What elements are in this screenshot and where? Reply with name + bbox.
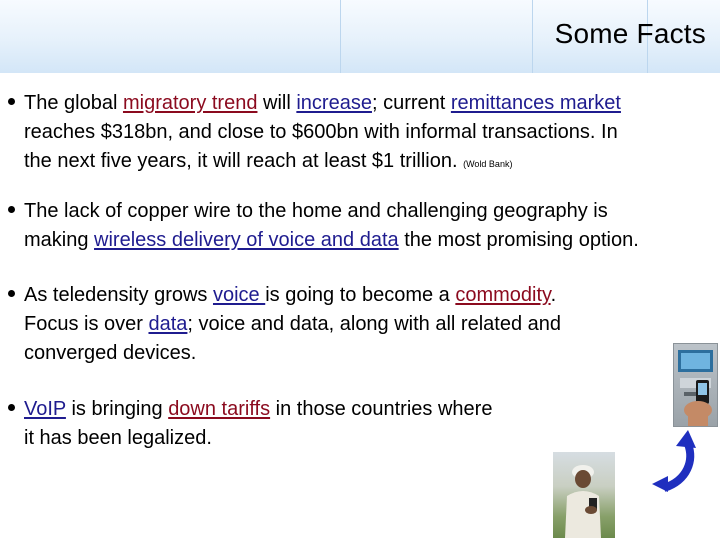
bullet-text: [24, 395, 492, 453]
bullet-line: [24, 281, 561, 310]
bullet-line: [24, 147, 621, 179]
highlight-red-text: commodity: [455, 284, 551, 306]
highlight-blue-text: voice: [212, 284, 266, 306]
text-run: is bringing: [65, 398, 169, 420]
text-run: .: [550, 284, 557, 306]
text-run: the most promising option.: [398, 229, 639, 251]
bullet-line: [24, 118, 621, 147]
text-run: making: [24, 229, 95, 251]
highlight-red-text: migratory trend: [122, 92, 258, 114]
slide-title: Some Facts: [554, 18, 706, 49]
curved-arrow-icon: [648, 428, 698, 494]
text-run: in those countries where: [270, 398, 493, 420]
text-run: The lack of copper wire to the home and challenging geography is: [24, 200, 608, 222]
source-citation: (Wold Bank): [463, 159, 513, 169]
bullet-line: [24, 197, 639, 226]
farmer-phone-photo: [553, 452, 615, 538]
text-run: As teledensity grows: [24, 284, 213, 306]
text-run: the next five years, it will reach at least $1 trillion.: [24, 150, 464, 172]
highlight-blue-text: wireless delivery of voice and data: [94, 229, 399, 251]
bullet-line: [24, 395, 492, 424]
atm-illustration: [674, 344, 717, 426]
bullet-line: [24, 226, 639, 255]
text-run: Focus is over: [24, 313, 149, 335]
highlight-blue-text: VoIP: [24, 398, 66, 420]
highlight-blue-text: remittances market: [450, 92, 621, 114]
atm-mobile-photo: [673, 343, 718, 427]
highlight-blue-text: data: [148, 313, 188, 335]
bullet-dot-icon: [8, 98, 15, 105]
bullet-dot-icon: [8, 206, 15, 213]
bullet-dot-icon: [8, 404, 15, 411]
text-run: is going to become a: [265, 284, 456, 306]
text-run: it has been legalized.: [24, 427, 212, 449]
highlight-red-text: down tariffs: [168, 398, 271, 420]
bullet-dot-icon: [8, 290, 15, 297]
farmer-illustration: [553, 452, 615, 538]
bullet-text: [24, 197, 639, 255]
highlight-blue-text: increase: [296, 92, 372, 114]
text-run: ; voice and data, along with all related and: [187, 313, 562, 335]
bullet-line: [24, 89, 621, 118]
text-run: reaches $318bn, and close to $600bn with informal transactions. In: [24, 121, 618, 143]
bullet-line: [24, 424, 492, 453]
bullet-text: [24, 281, 561, 368]
text-run: will: [257, 92, 297, 114]
bullet-line: [24, 339, 561, 368]
bullet-line: [24, 310, 561, 339]
bullet-text: [24, 89, 621, 179]
text-run: converged devices.: [24, 342, 197, 364]
text-run: The global: [24, 92, 123, 114]
text-run: ; current: [371, 92, 451, 114]
